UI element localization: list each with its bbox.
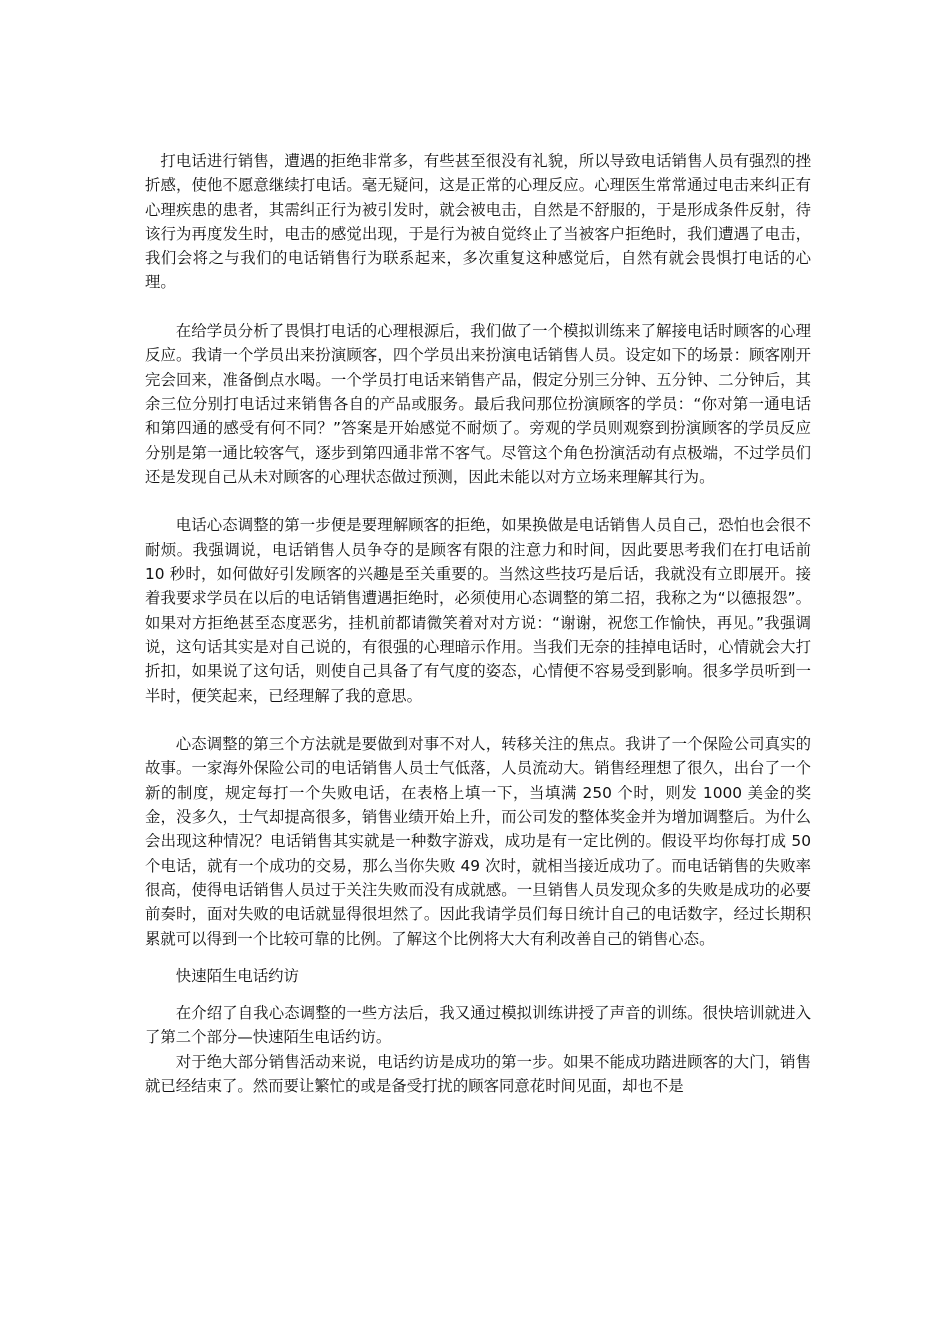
paragraph-4: 心态调整的第三个方法就是要做到对事不对人，转移关注的焦点。我讲了一个保险公司真实的故事。一家海外保险公司的电话销售人员士气低落，人员流动大。销售经理想了很久，出台了一个新的制度，规定每打一个失败电话，在表格上填一下，当填满 250 个时，则发 1000 美金的奖金，没多久，士气却提高很多，销售业绩开始上升，而公司发的整体奖金并为增加调整后。为什么会出现这种情况？电话销售其实就是一种数字游戏，成功是有一定比例的。假设平均你每打成 50 个电话，就有一个成功的交易，那么当你失败 49 次时，就相当接近成功了。而电话销售的失败率很高，使得电话销售人员过于关注失败而没有成就感。一旦销售人员发现众多的失败是成功的必要前奏时，面对失败的电话就显得很坦然了。因此我请学员们每日统计自己的电话数字，经过长期积累就可以得到一个比较可靠的比例。了解这个比例将大大有利改善自己的销售心态。: [145, 735, 811, 948]
paragraph-2: 在给学员分析了畏惧打电话的心理根源后，我们做了一个模拟训练来了解接电话时顾客的心理反应。我请一个学员出来扮演顾客，四个学员出来扮演电话销售人员。设定如下的场景：顾客刚开完会回来，准备倒点水喝。一个学员打电话来销售产品，假定分别三分钟、五分钟、二分钟后，其余三位分别打电话过来销售各自的产品或服务。最后我问那位扮演顾客的学员：“你对第一通电话和第四通的感受有何不同？”答案是开始感觉不耐烦了。旁观的学员则观察到扮演顾客的学员反应分别是第一通比较客气，逐步到第四通非常不客气。尽管这个角色扮演活动有点极端，不过学员们还是发现自己从未对顾客的心理状态做过预测，因此未能以对方立场来理解其行为。: [145, 322, 811, 486]
paragraph-6: 对于绝大部分销售活动来说，电话约访是成功的第一步。如果不能成功踏进顾客的大门，销售就已经结束了。然而要让繁忙的或是备受打扰的顾客同意花时间见面，却也不是: [145, 1052, 811, 1095]
paragraph-1: 打电话进行销售，遭遇的拒绝非常多，有些甚至很没有礼貌，所以导致电话销售人员有强烈的挫折感，使他不愿意继续打电话。毫无疑问，这是正常的心理反应。心理医生常常通过电击来纠正有心理疾患的患者，其需纠正行为被引发时，就会被电击，自然是不舒服的，于是形成条件反射，待该行为再度发生时，电击的感觉出现，于是行为被自觉终止了当被客户拒绝时，我们遭遇了电击，我们会将之与我们的电话销售行为联系起来，多次重复这种感觉后，自然有就会畏惧打电话的心理。: [145, 152, 811, 292]
document-body: [145, 149, 811, 1098]
paragraph-5: 在介绍了自我心态调整的一些方法后，我又通过模拟训练讲授了声音的训练。很快培训就进入了第二个部分—快速陌生电话约访。: [145, 1004, 811, 1047]
paragraph-spacer: [145, 988, 811, 1001]
paragraph-spacer: [145, 295, 811, 319]
paragraph-spacer: [145, 951, 811, 964]
paragraph-spacer: [145, 708, 811, 732]
paragraph-spacer: [145, 489, 811, 513]
section-heading: 快速陌生电话约访: [175, 966, 299, 985]
paragraph-3: 电话心态调整的第一步便是要理解顾客的拒绝，如果换做是电话销售人员自己，恐怕也会很不耐烦。我强调说，电话销售人员争夺的是顾客有限的注意力和时间，因此要思考我们在打电话前 10 秒时，如何做好引发顾客的兴趣是至关重要的。当然这些技巧是后话，我就没有立即展开。接着我要求学员在以后的电话销售遭遇拒绝时，必须使用心态调整的第二招，我称之为“以德报怨”。如果对方拒绝甚至态度恶劣，挂机前都请微笑着对对方说：“谢谢，祝您工作愉快，再见。”我强调说，这句话其实是对自己说的，有很强的心理暗示作用。当我们无奈的挂掉电话时，心情就会大打折扣，如果说了这句话，则使自己具备了有气度的姿态，心情便不容易受到影响。很多学员听到一半时，便笑起来，已经理解了我的意思。: [145, 516, 811, 705]
